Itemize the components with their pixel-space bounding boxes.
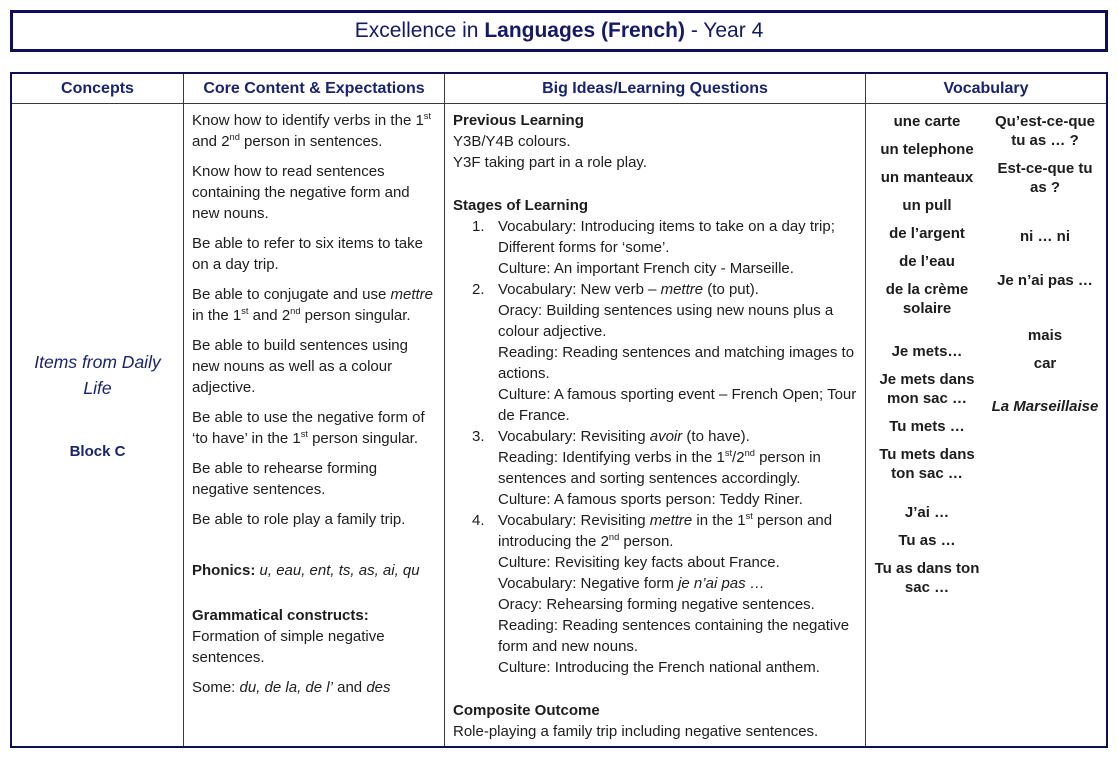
stage-number: 3. — [472, 428, 485, 445]
vocab-item: car — [1033, 355, 1057, 372]
vocab-item: un telephone — [880, 141, 974, 158]
stage-number: 2. — [472, 281, 485, 298]
stages-of-learning-list — [472, 216, 857, 678]
core-content-paragraph: Be able to build sentences using new nouns as well as a colour adjective. — [192, 337, 408, 396]
core-content-paragraph: Be able to conjugate and use mettre in the 1st and 2nd person singular. — [192, 286, 434, 324]
stage-item: 2. Vocabulary: New verb – mettre (to put). Oracy: Building sentences using new nouns plus a colour adjective. Reading: Reading sentences and matching images to actions. Culture: A famous sporting event – French Open; Tour de France. — [472, 281, 857, 424]
big-ideas-cell — [444, 104, 865, 746]
core-content-paragraph: Know how to identify verbs in the 1st and 2nd person in sentences. — [192, 111, 432, 150]
concept-title: Items from Daily Life — [34, 352, 161, 398]
stage-item: 3. Vocabulary: Revisiting avoir (to have). Reading: Identifying verbs in the 1st/2nd person in sentences and sorting sentences accordingly. Culture: A famous sports person: Teddy Riner. — [472, 428, 821, 508]
vocab-item: J’ai … — [904, 504, 950, 521]
big-ideas-outro — [453, 700, 857, 742]
column-header-vocabulary: Vocabulary — [865, 74, 1106, 104]
vocab-item: une carte — [893, 113, 961, 130]
vocab-item: Je mets… — [891, 343, 963, 360]
page-title-suffix: - Year 4 — [685, 19, 764, 42]
vocab-item: un pull — [902, 197, 952, 214]
vocab-item: Je n’ai pas … — [997, 272, 1093, 289]
vocab-item: un manteaux — [880, 169, 974, 186]
vocab-item: La Marseillaise — [991, 398, 1099, 415]
column-header-concepts: Concepts — [12, 74, 183, 104]
concepts-cell — [12, 104, 183, 746]
vocab-item: Tu as … — [898, 532, 956, 549]
vocab-column-left — [868, 112, 986, 738]
vocab-item: ni … ni — [1020, 228, 1070, 245]
vocab-item: Tu as dans ton sac … — [874, 560, 980, 596]
scheme-of-work-table — [10, 72, 1108, 748]
core-content-paragraph: Phonics: u, eau, ent, ts, as, ai, qu — [192, 562, 420, 579]
vocabulary-cell — [865, 104, 1106, 746]
big-ideas-paragraph: Stages of Learning — [453, 197, 589, 214]
core-content-paragraph: Be able to refer to six items to take on a day trip. — [192, 235, 423, 273]
vocab-item: de l’argent — [889, 225, 965, 242]
big-ideas-paragraph: Composite Outcome Role-playing a family trip including negative sentences. — [453, 702, 819, 740]
vocab-column-right — [986, 112, 1104, 738]
vocab-item: Est-ce-que tu as ? — [997, 160, 1093, 196]
core-content-cell — [183, 104, 444, 746]
block-label: Block C — [69, 442, 126, 460]
core-content-paragraph: Be able to rehearse forming negative sentences. — [192, 460, 378, 498]
stage-item: 1. Vocabulary: Introducing items to take on a day trip; Different forms for ‘some’. Culture: An important French city - Marseille. — [472, 218, 835, 277]
vocab-item: Tu mets dans ton sac … — [879, 446, 975, 482]
core-content-paragraph: Some: du, de la, de l’ and des — [192, 679, 391, 696]
stage-number: 4. — [472, 512, 485, 529]
core-content-paragraph: Be able to role play a family trip. — [192, 511, 406, 528]
stage-item: 4. Vocabulary: Revisiting mettre in the 1st person and introducing the 2nd person. Culture: Revisiting key facts about France. Vocabulary: Negative form je n’ai pas … Oracy: Rehearsing forming negative sentences. Reading: Reading sentences containing the negative form and new nouns. Culture: Introducing the French national anthem. — [472, 511, 850, 676]
vocab-item: Je mets dans mon sac … — [879, 371, 975, 407]
core-content-paragraph: Grammatical constructs: Formation of simple negative sentences. — [192, 607, 385, 666]
big-ideas-paragraph: Previous Learning Y3B/Y4B colours. Y3F taking part in a role play. — [453, 112, 647, 171]
title-box — [10, 10, 1108, 52]
core-content-paragraph: Be able to use the negative form of ‘to have’ in the 1st person singular. — [192, 409, 425, 447]
core-content-paragraph: Know how to read sentences containing the negative form and new nouns. — [192, 163, 410, 222]
vocab-item: mais — [1027, 327, 1063, 344]
column-header-core-content: Core Content & Expectations — [183, 74, 444, 104]
vocab-item: de la crème solaire — [885, 281, 969, 317]
stage-number: 1. — [472, 218, 485, 235]
vocab-item: Qu’est-ce-que tu as … ? — [994, 113, 1096, 149]
page-title-bold: Languages (French) — [484, 19, 686, 42]
vocab-item: Tu mets … — [889, 418, 965, 435]
page-title-prefix: Excellence in — [354, 19, 485, 42]
big-ideas-intro — [453, 110, 857, 216]
column-header-big-ideas: Big Ideas/Learning Questions — [444, 74, 865, 104]
vocab-item: de l’eau — [899, 253, 955, 270]
